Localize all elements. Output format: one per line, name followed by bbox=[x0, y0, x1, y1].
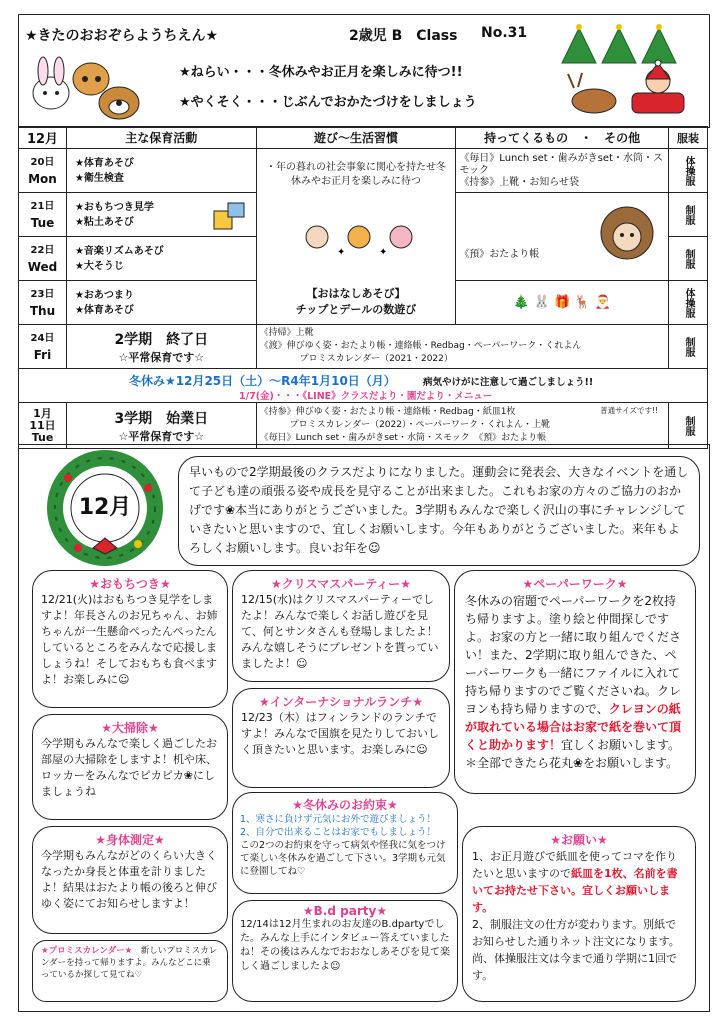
hedgehog-illustration bbox=[592, 197, 662, 267]
header-activities: 主な保育活動 bbox=[66, 127, 256, 149]
calendar-box bbox=[32, 940, 228, 1002]
christmas-box bbox=[232, 570, 450, 682]
bday-title: ★ B.d party ★ bbox=[233, 904, 457, 918]
lunch-box bbox=[232, 688, 450, 788]
mochi-text: 12/21(火)はおもちつき見学をしますよ！年長さんのお兄ちゃん、お姉ちゃんが一生懸命ぺったんぺったんしているところをみんなで応援しましょうね！そしておもちも食べますよ！お楽しみに☺ bbox=[41, 593, 218, 686]
promise-text: ★やくそく・・・じぶんでおかたづけをしましょう bbox=[179, 95, 477, 110]
header-play: 遊び～生活習慣 bbox=[256, 127, 456, 149]
uniform-cell: 制服 bbox=[669, 237, 708, 281]
activity-cell: ★体育あそび ★衛生検査 bbox=[66, 149, 256, 193]
greeting-box bbox=[178, 456, 700, 566]
table-row bbox=[19, 325, 708, 369]
winter-break: 冬休み★12月25日（土）～R4年1月10日（月） bbox=[129, 374, 396, 388]
clean-title: ★ 大掃除 ★ bbox=[33, 719, 227, 736]
play-cell: ・年の暮れの社会事象に関心を持たせ冬休みやお正月を楽しみに待つ ✦ ✦ 【おはなしあそび】 チップとデールの数遊び bbox=[256, 149, 456, 325]
issue-number: No.31 bbox=[481, 25, 528, 41]
items-cell: 《持帰》上靴 《渡》伸びゆく姿・おたより帳・連絡帳・Redbag・ペーパーワーク・くれよん プロミスカレンダー（2021・2022） bbox=[256, 325, 668, 369]
measurement-text: 今学期もみんながどのくらい大きくなったか身長と体重を計りましたよ！結果はおたより帳の後ろと伸びゆく姿にてお知らせしますよ！ bbox=[41, 849, 217, 910]
clean-box bbox=[32, 714, 228, 820]
mochi-title: ★ おもちつき ★ bbox=[33, 575, 227, 592]
uniform-cell: 体操服 bbox=[669, 281, 708, 325]
schedule-table bbox=[18, 126, 708, 449]
uniform-cell: 制服 bbox=[669, 325, 708, 369]
items-cell: 《毎日》Lunch set・歯みがきset・水筒・スモック 《持参》上靴・お知らせ袋 bbox=[456, 149, 669, 193]
activity-cell: ★おもちつき見学 ★粘土あそび bbox=[66, 193, 256, 237]
uniform-cell: 体操服 bbox=[669, 149, 708, 193]
header-month: 12月 bbox=[19, 127, 67, 149]
promise-text: 1、寒さに負けず元気にお外で遊びましょう！ 2、自分で出来ることはお家でもしましょう！ この2つのお約束を守って病気や怪我に気をつけて楽しい冬休みを過ごして下さい。3学期も元気に登園してね♡ bbox=[240, 814, 446, 877]
header-uniform: 服装 bbox=[669, 127, 708, 149]
clay-illustration bbox=[210, 197, 250, 233]
christmas-text: 12/15(水)はクリスマスパーティーでしたよ！みんなで楽しくお話し遊びを見て、何とサンタさんも登場しましたよ！みんな嬉しそうにプレゼントを貰っていましたよ！☺ bbox=[241, 593, 439, 670]
activity-cell: ★音楽リズムあそび ★大そうじ bbox=[66, 237, 256, 281]
bday-text: 12/14は12月生まれのお友達のB.dpartyでした。みんな上手にインタビュー答えていましたね！その後はみんなでおおなしあそびを見て楽しく過ごしましたよ☺ bbox=[240, 919, 450, 972]
paperwork-text: 冬休みの宿題でペーパーワークを2枚持ち帰りますよ。塗り絵と仲間探しですよ。お家の方と一緒に取り組んでください！また、2学期に取り組んできた、ペーパーワークも一緒にファイルに入れて持ち帰りますのでご覧くださいね。クレヨンも持ち帰りますので、クレヨンの紙が取れている場合はお家で紙を巻いて頂くと助かります！宜しくお願いします。＊全部できたら花丸❀をお願いします。 bbox=[465, 594, 682, 770]
day-cell: 21日 Tue bbox=[19, 193, 67, 237]
activity-cell: 3学期 始業日 ☆平常保育です☆ bbox=[66, 403, 256, 449]
header-items: 持ってくるもの ・ その他 bbox=[456, 127, 669, 149]
line-notice: 1/7(金)・・・《LINE》クラスだより・園だより・メニュー bbox=[239, 391, 493, 402]
school-name: ★きたのおおぞらようちえん★ bbox=[25, 28, 219, 44]
winter-note: 病気やけがに注意して過ごしましょう!! bbox=[423, 377, 594, 388]
items-cell: 《持参》伸びゆく姿・おたより帳・連絡帳・Redbag・紙皿1枚 プロミスカレンダー（2022）・ペーパーワーク・くれよん・上靴 《毎日》Lunch set・歯みがきset・水筒・スモック 《預》おたより帳 普通サイズです!! bbox=[256, 403, 668, 449]
calendar-text: ★プロミスカレンダー★ 新しいプロミスカレンダーを持って帰りますよ。みんなどこに乗っているか探して見てね♡ bbox=[41, 946, 218, 980]
uniform-cell: 制服 bbox=[669, 193, 708, 237]
paperwork-box bbox=[454, 570, 696, 794]
svg-text:✦: ✦ bbox=[378, 247, 388, 258]
activity-cell: 2学期 終了日 ☆平常保育です☆ bbox=[66, 325, 256, 369]
day-cell: 24日 Fri bbox=[19, 325, 67, 369]
request-title: ★ お願い ★ bbox=[463, 831, 695, 848]
wreath-label: 12月 bbox=[78, 495, 132, 520]
day-cell: 23日 Thu bbox=[19, 281, 67, 325]
request-text: 1、お正月遊びで紙皿を使ってコマを作りたいと思いますので紙皿を1枚、名前を書いてお持たせ下さい。宜しくお願いします。 2、制服注文の仕方が変わります。別紙でお知らせした通りネット注文になります。尚、体操服注文は今まで通り学期に1回です。 bbox=[472, 850, 680, 982]
request-box bbox=[462, 826, 696, 1002]
paperwork-title: ★ ペーパーワーク ★ bbox=[455, 575, 695, 592]
christmas-title: ★ クリスマスパーティー ★ bbox=[233, 575, 449, 592]
items-cell: 《預》おたより帳 bbox=[456, 193, 669, 281]
table-row bbox=[19, 149, 708, 193]
activity-cell: ★おあつまり ★体育あそび bbox=[66, 281, 256, 325]
class-label: 2歳児 B Class bbox=[349, 28, 458, 44]
day-cell: 20日 Mon bbox=[19, 149, 67, 193]
lunch-text: 12/23（木）はフィンランドのランチですよ！みんなで国旗を見たりしておいしく頂きたいと思います。お楽しみに☺ bbox=[241, 711, 439, 756]
header bbox=[18, 14, 710, 128]
greeting-text: 早いもので2学期最後のクラスだよりになりました。運動会に発表会、大きなイベントを通して子ども達の頑張る姿や成長を見守ることが出来ました。これもお家の方々のご協力のおかげです❀本当にありがとうございました。3学期もみんなで楽しく沢山の事にチャレンジしていきたいと思いますので、宜しくお願いします。今年もありがとうございました。来年もよろしくお願いします。良いお年を☺ bbox=[189, 465, 689, 555]
clean-text: 今学期もみんなで楽しく過ごしたお部屋の大掃除をしますよ！机や床、ロッカーをみんなでピカピカ❀にしましょうね bbox=[41, 737, 217, 798]
promise-title: ★ 冬休みのお約束 ★ bbox=[233, 796, 457, 813]
measurement-title: ★ 身体測定 ★ bbox=[33, 831, 227, 848]
measurement-box bbox=[32, 826, 228, 934]
lunch-title: ★ インターナショナルランチ ★ bbox=[233, 693, 449, 710]
day-cell: 1月 11日 Tue bbox=[19, 403, 67, 449]
winter-break-row bbox=[19, 369, 708, 403]
svg-text:✦: ✦ bbox=[336, 247, 346, 258]
mochi-box bbox=[32, 570, 228, 708]
christmas-tree-illustration bbox=[554, 23, 704, 123]
bday-box bbox=[232, 900, 458, 1002]
handwritten-note: 普通サイズです!! bbox=[600, 406, 659, 415]
day-cell: 22日 Wed bbox=[19, 237, 67, 281]
uniform-cell: 制服 bbox=[669, 403, 708, 449]
animal-illustration bbox=[29, 53, 147, 123]
promise-box bbox=[232, 792, 458, 894]
table-row bbox=[19, 403, 708, 449]
items-cell: 🎄 🐰 🎁 🦌 🎅 bbox=[456, 281, 669, 325]
animals-illustration bbox=[297, 219, 427, 259]
aim-text: ★ねらい・・・冬休みやお正月を楽しみに待つ!! bbox=[179, 65, 463, 80]
